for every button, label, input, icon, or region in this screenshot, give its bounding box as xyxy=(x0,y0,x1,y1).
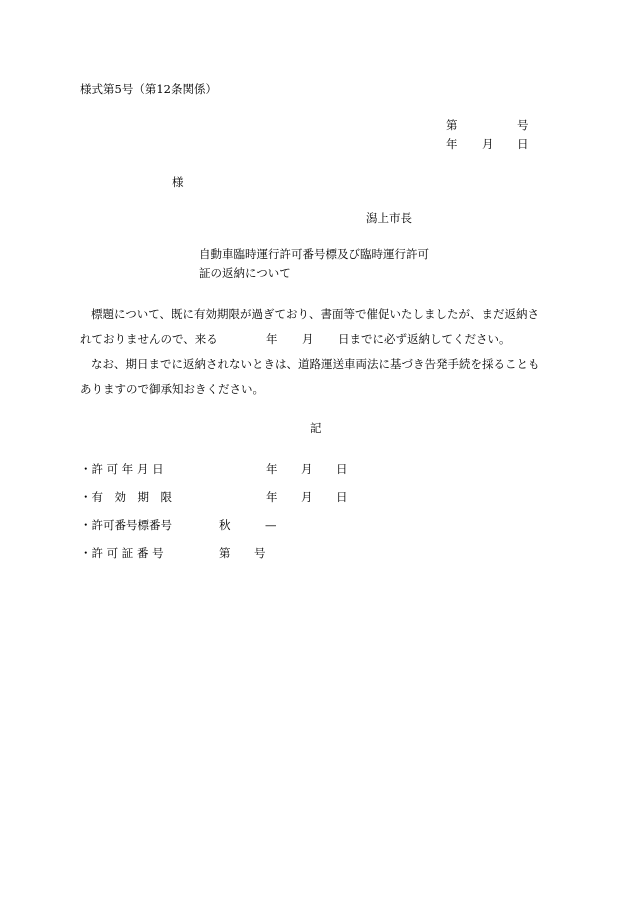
issuer: 潟上市長 xyxy=(366,211,412,225)
item-label: ・許 可 年 月 日 xyxy=(80,462,164,476)
subject-line-2: 証の返納について xyxy=(199,266,291,280)
item-value-dai: 第 xyxy=(219,546,231,560)
item-label: ・有 効 期 限 xyxy=(80,490,172,504)
item-value-month: 月 xyxy=(301,462,313,476)
body-p2-line2: ありますので御承知おきください。 xyxy=(80,382,264,396)
item-value-go: 号 xyxy=(254,546,266,560)
body-p2-line1: なお、期日までに返納されないときは、道路運送車両法に基づき告発手続を採ることも xyxy=(91,357,540,371)
subject-line-1: 自動車臨時運行許可番号標及び臨時運行許可 xyxy=(199,247,429,261)
ki-heading: 記 xyxy=(310,421,322,435)
body-text xyxy=(80,302,560,402)
addressee-suffix: 様 xyxy=(172,175,184,189)
item-label: ・許 可 証 番 号 xyxy=(80,546,164,560)
date-day: 日 xyxy=(517,137,529,151)
item-value-prefix: 秋 xyxy=(219,518,231,532)
body-p1-line2-month: 月 xyxy=(302,332,314,346)
item-value-day: 日 xyxy=(336,462,348,476)
item-label: ・許可番号標番号 xyxy=(80,518,172,532)
date-year: 年 xyxy=(446,137,458,151)
form-label: 様式第5号（第12条関係） xyxy=(80,82,217,96)
item-value-day: 日 xyxy=(336,490,348,504)
item-value-year: 年 xyxy=(266,462,278,476)
item-value-month: 月 xyxy=(301,490,313,504)
body-p1-line2-year: 年 xyxy=(266,332,278,346)
body-p1-line2 xyxy=(80,327,560,352)
item-value-year: 年 xyxy=(266,490,278,504)
body-p1-line2-a: れておりませんので、来る xyxy=(80,332,218,346)
body-p1-line2-b: 日までに必ず返納してください。 xyxy=(338,332,511,346)
doc-number-go: 号 xyxy=(517,118,529,132)
item-value-dash: — xyxy=(265,518,277,532)
body-p1-line1: 標題について、既に有効期限が過ぎており、書面等で催促いたしましたが、まだ返納さ xyxy=(91,307,540,321)
doc-number-dai: 第 xyxy=(446,118,458,132)
date-month: 月 xyxy=(482,137,494,151)
